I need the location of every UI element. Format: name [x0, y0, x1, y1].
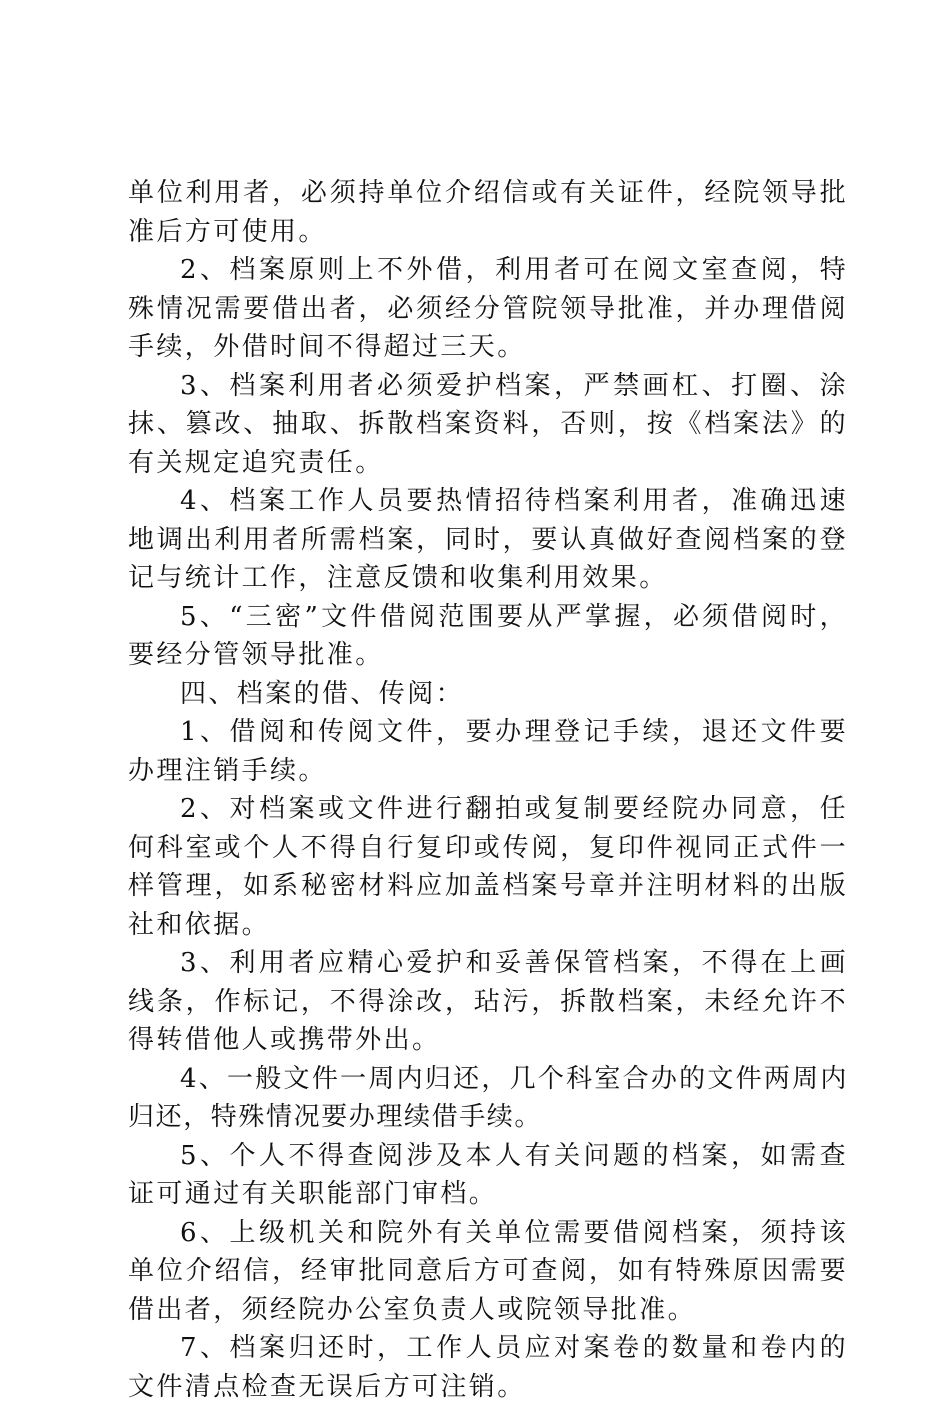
section-heading-borrow-circulate: 四、档案的借、传阅：	[180, 678, 465, 709]
paragraph-intro-continued: 单位利用者，必须持单位介绍信或有关证件，经院领导批准后方可使用。	[128, 178, 848, 247]
paragraph-borrow-item-7: 7、档案归还时，工作人员应对案卷的数量和卷内的文件清点检查无误后方可注销。	[128, 1333, 848, 1402]
document-body	[128, 174, 848, 1406]
paragraph-item-3-protect-archives: 3、档案利用者必须爱护档案，严禁画杠、打圈、涂抹、篡改、抽取、拆散档案资料，否则，按《档案法》的有关规定追究责任。	[128, 370, 848, 478]
paragraph-item-4-staff-service: 4、档案工作人员要热情招待档案利用者，准确迅速地调出利用者所需档案，同时，要认真做好查阅档案的登记与统计工作，注意反馈和收集利用效果。	[128, 486, 848, 593]
paragraph-borrow-item-2: 2、对档案或文件进行翻拍或复制要经院办同意，任何科室或个人不得自行复印或传阅，复印件视同正式件一样管理，如系秘密材料应加盖档案号章并注明材料的出版社和依据。	[128, 794, 848, 940]
paragraph-borrow-item-4: 4、一般文件一周内归还，几个科室合办的文件两周内归还，特殊情况要办理续借手续。	[128, 1063, 848, 1132]
paragraph-borrow-item-3: 3、利用者应精心爱护和妥善保管档案，不得在上画线条，作标记，不得涂改，玷污，拆散档案，未经允许不得转借他人或携带外出。	[128, 948, 848, 1055]
paragraph-borrow-item-6: 6、上级机关和院外有关单位需要借阅档案，须持该单位介绍信，经审批同意后方可查阅，如有特殊原因需要借出者，须经院办公室负责人或院领导批准。	[128, 1217, 848, 1325]
paragraph-item-5-classified-documents: 5、“三密”文件借阅范围要从严掌握，必须借阅时，要经分管领导批准。	[128, 601, 848, 670]
paragraph-borrow-item-1: 1、借阅和传阅文件，要办理登记手续，退还文件要办理注销手续。	[128, 717, 848, 786]
paragraph-borrow-item-5: 5、个人不得查阅涉及本人有关问题的档案，如需查证可通过有关职能部门审档。	[128, 1140, 848, 1209]
paragraph-item-2-no-external-loan: 2、档案原则上不外借，利用者可在阅文室查阅，特殊情况需要借出者，必须经分管院领导批准，并办理借阅手续，外借时间不得超过三天。	[128, 255, 848, 362]
